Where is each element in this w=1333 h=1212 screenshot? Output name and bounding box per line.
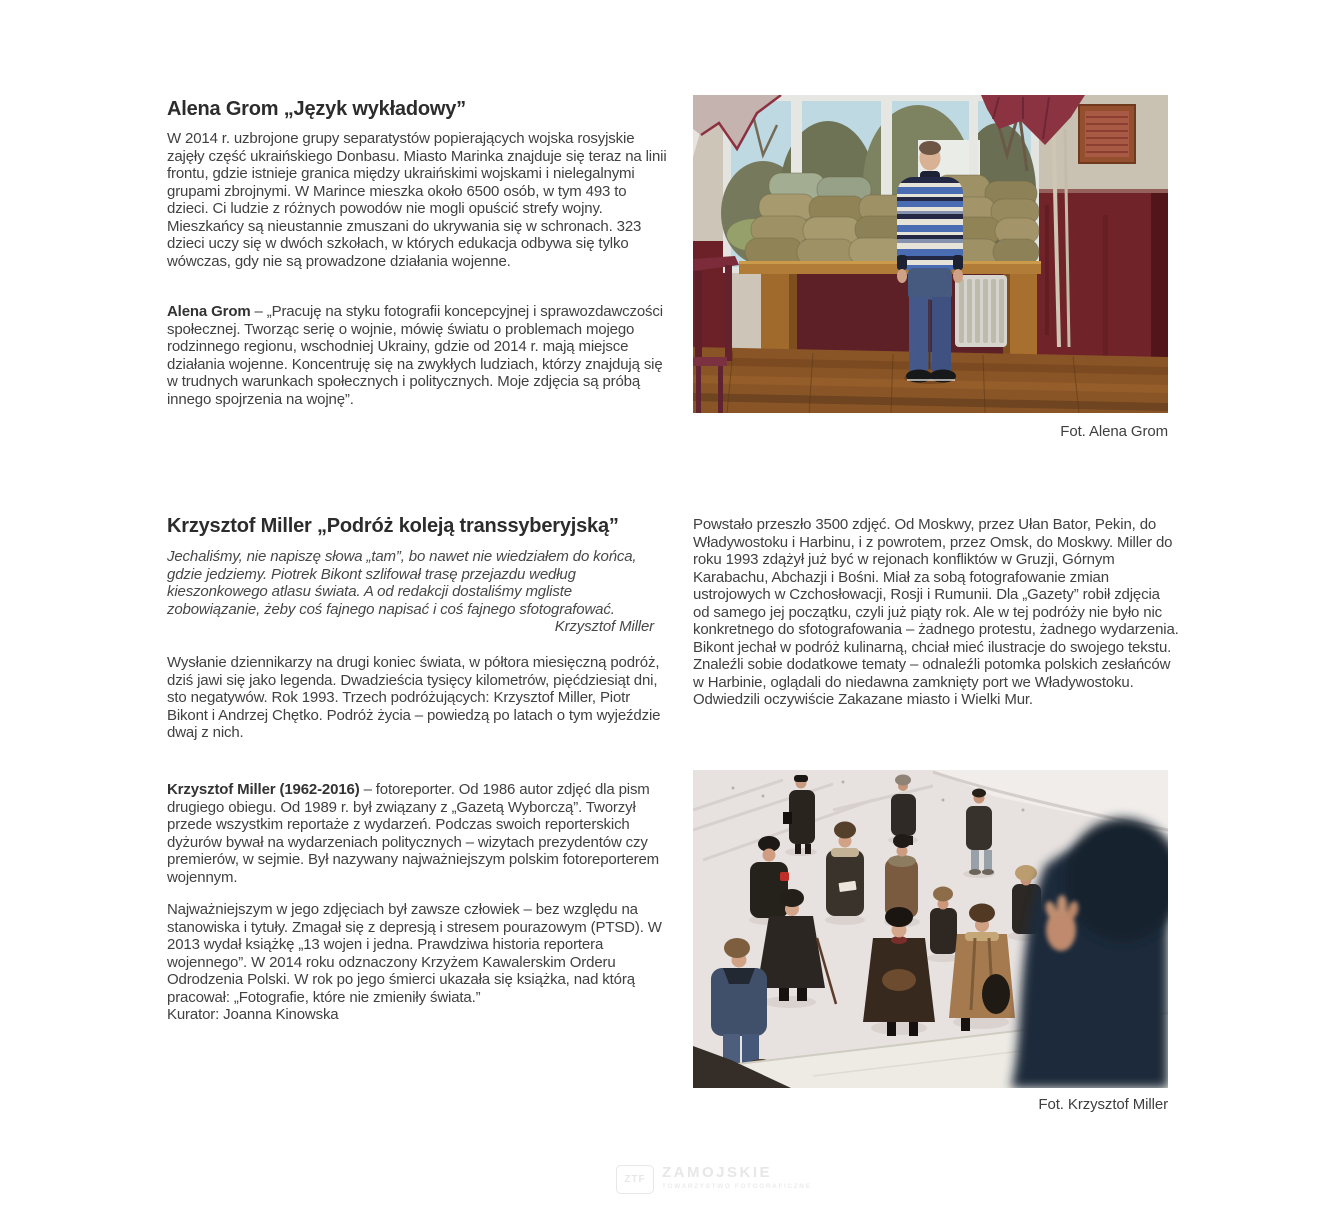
miller-photo-crowd-snow <box>693 770 1168 1088</box>
ztf-logo-name: ZAMOJSKIE <box>662 1164 773 1181</box>
miller-right-column-paragraph: Powstało przeszło 3500 zdjęć. Od Moskwy, przez Ułan Bator, Pekin, do Władywostoku i Harbinu, i z powrotem, przez Omsk, do Moskwy. Miller do roku 1993 zdążył już być w rejonach konfliktów w Gruzji, Górnym Karabachu, Abchazji i Bośni. Miał za sobą fotografowanie zmian ustrojowych w Czchosłowacji, Rosji i Rumunii. Dla „Gazety” robił zdjęcia od samego jej początku, czyli już piąty rok. Ale w tej podróży nie było nic konkretnego do sfotografowania – żadnego protestu, żadnego wydarzenia. Bikont jechał w podróż kulinarną, chciał mieć ilustracje do swojego tekstu. Znaleźli sobie dodatkowe tematy – odnaleźli potomka polskich zesłańców w Harbinie, oglądali do niedawna zamknięty port we Władywostoku. Odwiedzili oczywiście Zakazane miasto i Wielki Mur. <box>693 516 1179 708</box>
ztf-logo-text <box>662 1165 812 1191</box>
miller-photo-caption: Fot. Krzysztof Miller <box>1038 1096 1168 1113</box>
miller-quote: Jechaliśmy, nie napiszę słowa „tam”, bo nawet nie wiedziałem do końca, gdzie jedziemy. Piotrek Bikont szlifował trasę przejazdu według kieszonkowego atlasu świata. A od redakcji dostaliśmy mgliste zobowiązanie, żeby coś fajnego napisać i coś fajnego sfotografować. <box>167 548 637 618</box>
miller-curator-line: Kurator: Joanna Kinowska <box>167 1006 339 1023</box>
grom-intro-paragraph: W 2014 r. uzbrojone grupy separatystów popierających wojska rosyjskie zajęły część ukraińskiego Donbasu. Miasto Marinka znajduje się teraz na linii frontu, gdzie istnieje granica między ukraińskimi wojskami i nielegalnymi grupami zbrojnymi. W Marince mieszka około 6500 osób, w tym 493 to dzieci. Ci ludzie z różnych powodów nie mogli opuścić strefy wojny. Mieszkańcy są nieustannie zmuszani do ukrywania się w schronach. 323 dzieci uczy się w dwóch szkołach, w których edukacja odbywa się tylko wówczas, gdy nie są prowadzone działania wojenne. <box>167 130 667 270</box>
miller-bio-text: – fotoreporter. Od 1986 autor zdjęć dla pism drugiego obiegu. Od 1989 r. był związany z „Gazetą Wyborczą”. Tworzył przede wszystkim reportaże z wydarzeń. Podczas swoich reporterskich dyżurów bywał na wydarzeniach politycznych – wizytach prezydentów czy premierów, w sejmie. Był nazywany najważniejszym polskim fotoreporterem wojennym. <box>167 781 660 886</box>
miller-final-paragraph <box>167 901 667 1024</box>
miller-journey-paragraph: Wysłanie dziennikarzy na drugi koniec świata, w półtora miesięczną podróż, dziś jawi się jako legenda. Dwadzieścia tysięcy kilometrów, pięćdziesiąt dni, sto negatywów. Rok 1993. Trzech podróżujących: Krzysztof Miller, Piotr Bikont i Andrzej Chętko. Podróż życia – powiedzą po latach o tym wyjeździe dwaj z nich. <box>167 654 661 741</box>
ztf-logo-abbr: ZTF <box>624 1174 646 1185</box>
grom-artist-statement-text: – „Pracuję na styku fotografii koncepcyjnej i sprawozdawczości społecznej. Tworząc serię o wojnie, mówię światu o problemach mojego rodzinnego regionu, wschodniej Ukrainy, gdzie od 2014 r. mają miejsce działania wojenne. Koncentruję się na zwykłych ludziach, którzy znajdują się w trudnych warunkach społecznych i politycznych. Moje zdjęcia są próbą innego spojrzenia na wojnę”. <box>167 303 663 408</box>
ztf-logo-icon <box>616 1165 654 1194</box>
miller-quote-block <box>167 548 654 636</box>
miller-bio-name: Krzysztof Miller (1962-2016) <box>167 781 360 798</box>
grom-artist-name: Alena Grom <box>167 303 251 320</box>
miller-bio-paragraph <box>167 781 667 886</box>
footer-logo <box>616 1165 812 1194</box>
miller-quote-attribution: Krzysztof Miller <box>554 618 654 635</box>
grom-photo-boy-sandbags <box>693 95 1168 413</box>
miller-final-text: Najważniejszym w jego zdjęciach był zawsze człowiek – bez względu na stanowiska i tytuły. Zmagał się z depresją i stresem pourazowym (PTSD). W 2013 wydał książkę „13 wojen i jedna. Prawdziwa historia reportera wojennego”. W 2014 roku odznaczony Krzyżem Kawalerskim Orderu Odrodzenia Polski. W rok po jego śmierci ukazała się książka, nad którą pracował: „Fotografie, które nie zmieniły świata.” <box>167 901 662 1006</box>
grom-artist-statement <box>167 303 667 408</box>
miller-section-title: Krzysztof Miller „Podróż koleją transsyberyjską” <box>167 515 619 537</box>
grom-section-title: Alena Grom „Język wykładowy” <box>167 98 466 120</box>
ztf-logo-subtitle: TOWARZYSTWO FOTOGRAFICZNE <box>662 1183 812 1190</box>
grom-photo-caption: Fot. Alena Grom <box>1060 423 1168 440</box>
